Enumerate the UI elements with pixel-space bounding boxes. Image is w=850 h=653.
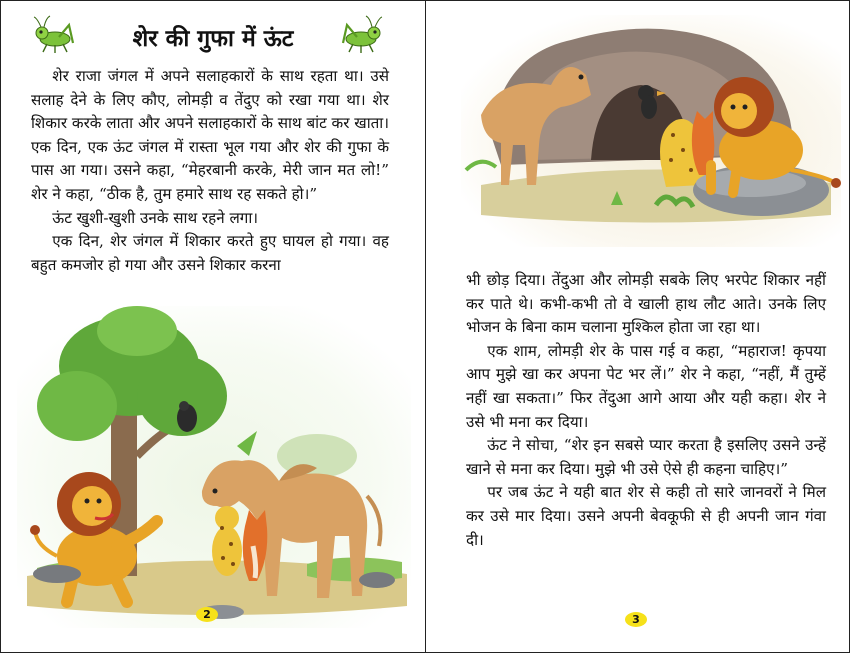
paragraph: भी छोड़ दिया। तेंदुआ और लोमड़ी सबके लिए भरपेट शिकार नहीं कर पाते थे। कभी-कभी तो वे खाली हाथ लौट आते। उनके लिए भोजन के बिना काम चलाना मुश्किल होता जा रहा था। xyxy=(466,271,826,337)
paragraph: एक शाम, लोमड़ी शेर के पास गई व कहा, “महाराज! कृपया आप मुझे खा कर अपना पेट भर लें।” शेर ने कहा, “नहीं, मैं तुम्हें नहीं खा सकता।” फिर तेंदुआ आगे आया और यही कहा। शेर ने उसे भी मना कर दिया। xyxy=(466,341,826,431)
left-page-text xyxy=(31,65,389,277)
page-number: 3 xyxy=(625,612,647,627)
story-title: शेर की गुफा में ऊंट xyxy=(132,25,294,52)
paragraph: ऊंट खुशी-खुशी उनके साथ रहने लगा। xyxy=(52,208,259,227)
cave-scene-illustration xyxy=(461,15,841,247)
paragraph: ऊंट ने सोचा, “शेर इन सबसे प्यार करता है इसलिए उसने उन्हें खाने से मना कर दिया। मुझे भी उसे ऐसे ही कहना चाहिए।” xyxy=(466,436,826,478)
right-page-text xyxy=(466,269,826,552)
paragraph: शेर राजा जंगल में अपने सलाहकारों के साथ रहता था। उसे सलाह देने के लिए कौए, लोमड़ी व तेंदुए को रखा गया था। शेर शिकार करके लाता और अपने सलाहकारों के साथ बांट कर खाता। एक दिन, एक ऊंट जंगल में रास्ता भूल गया और शेर की गुफा के पास आ गया। उसने कहा, “मेहरबानी करके, मेरी जान मत लो!” शेर ने कहा, “ठीक है, तुम हमारे साथ रह सकते हो।” xyxy=(31,67,389,203)
paragraph: पर जब ऊंट ने यही बात शेर से कही तो सारे जानवरों ने मिल कर उसे मार दिया। उसने अपनी बेवकूफी से ही अपनी जान गंवा दी। xyxy=(466,483,826,549)
right-page xyxy=(425,0,850,653)
paragraph: एक दिन, शेर जंगल में शिकार करते हुए घायल हो गया। वह बहुत कमजोर हो गया और उसने शिकार करना xyxy=(31,232,389,274)
page-number: 2 xyxy=(196,607,218,622)
grasshopper-icon xyxy=(341,15,383,55)
lion-camel-illustration xyxy=(17,306,411,628)
